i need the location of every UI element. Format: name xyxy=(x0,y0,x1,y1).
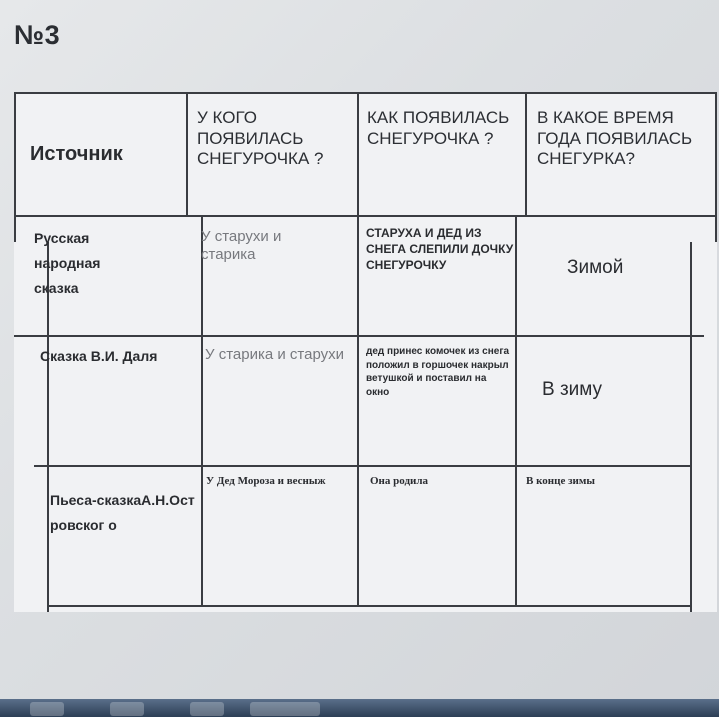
taskbar-button[interactable] xyxy=(110,702,144,716)
header-who: У КОГО ПОЯВИЛАСЬ СНЕГУРОЧКА ? xyxy=(197,108,324,169)
table-border-right xyxy=(715,92,717,242)
table-hline-2 xyxy=(14,335,704,337)
table-vline-1 xyxy=(186,92,188,217)
comparison-table xyxy=(14,92,717,612)
table-vline-1-lower xyxy=(201,217,203,607)
row1-how: СТАРУХА И ДЕД ИЗ СНЕГА СЛЕПИЛИ ДОЧКУ СНЕГУРОЧКУ xyxy=(366,226,514,273)
header-source: Источник xyxy=(30,143,123,165)
os-taskbar xyxy=(0,699,719,717)
row2-when: В зиму xyxy=(542,379,603,400)
row2-how: дед принес комочек из снега положил в горшочек накрыл ветушкой и поставил на окно xyxy=(366,346,510,398)
table-vline-2 xyxy=(357,92,359,607)
row3-source: Пьеса-сказкаА.Н.Островског о xyxy=(50,492,195,534)
taskbar-button[interactable] xyxy=(190,702,224,716)
row3-when: В конце зимы xyxy=(526,475,595,487)
row1-who: У старухи и старика xyxy=(201,228,282,264)
page-title: №3 xyxy=(14,20,61,50)
taskbar-button[interactable] xyxy=(30,702,64,716)
table-hline-1 xyxy=(14,215,717,217)
taskbar-button[interactable] xyxy=(250,702,320,716)
table-vline-3 xyxy=(525,92,527,217)
table-border-left xyxy=(14,92,16,242)
row1-source: Русская народная сказка xyxy=(34,230,101,297)
header-how: КАК ПОЯВИЛАСЬ СНЕГУРОЧКА ? xyxy=(367,108,510,148)
row2-source: Сказка В.И. Даля xyxy=(40,348,158,364)
row2-who: У старика и старухи xyxy=(205,346,345,363)
header-when: В КАКОЕ ВРЕМЯ ГОДА ПОЯВИЛАСЬ СНЕГУРКА? xyxy=(537,108,693,169)
row3-who: У Дед Мороза и весныж xyxy=(206,475,326,487)
table-border-top xyxy=(14,92,717,94)
table-vline-3-lower xyxy=(515,217,517,607)
table-border-bottom xyxy=(47,605,692,607)
table-hline-3 xyxy=(34,465,692,467)
row3-how: Она родила xyxy=(370,475,429,487)
table-border-right-lower xyxy=(690,242,692,612)
row1-when: Зимой xyxy=(567,257,624,278)
